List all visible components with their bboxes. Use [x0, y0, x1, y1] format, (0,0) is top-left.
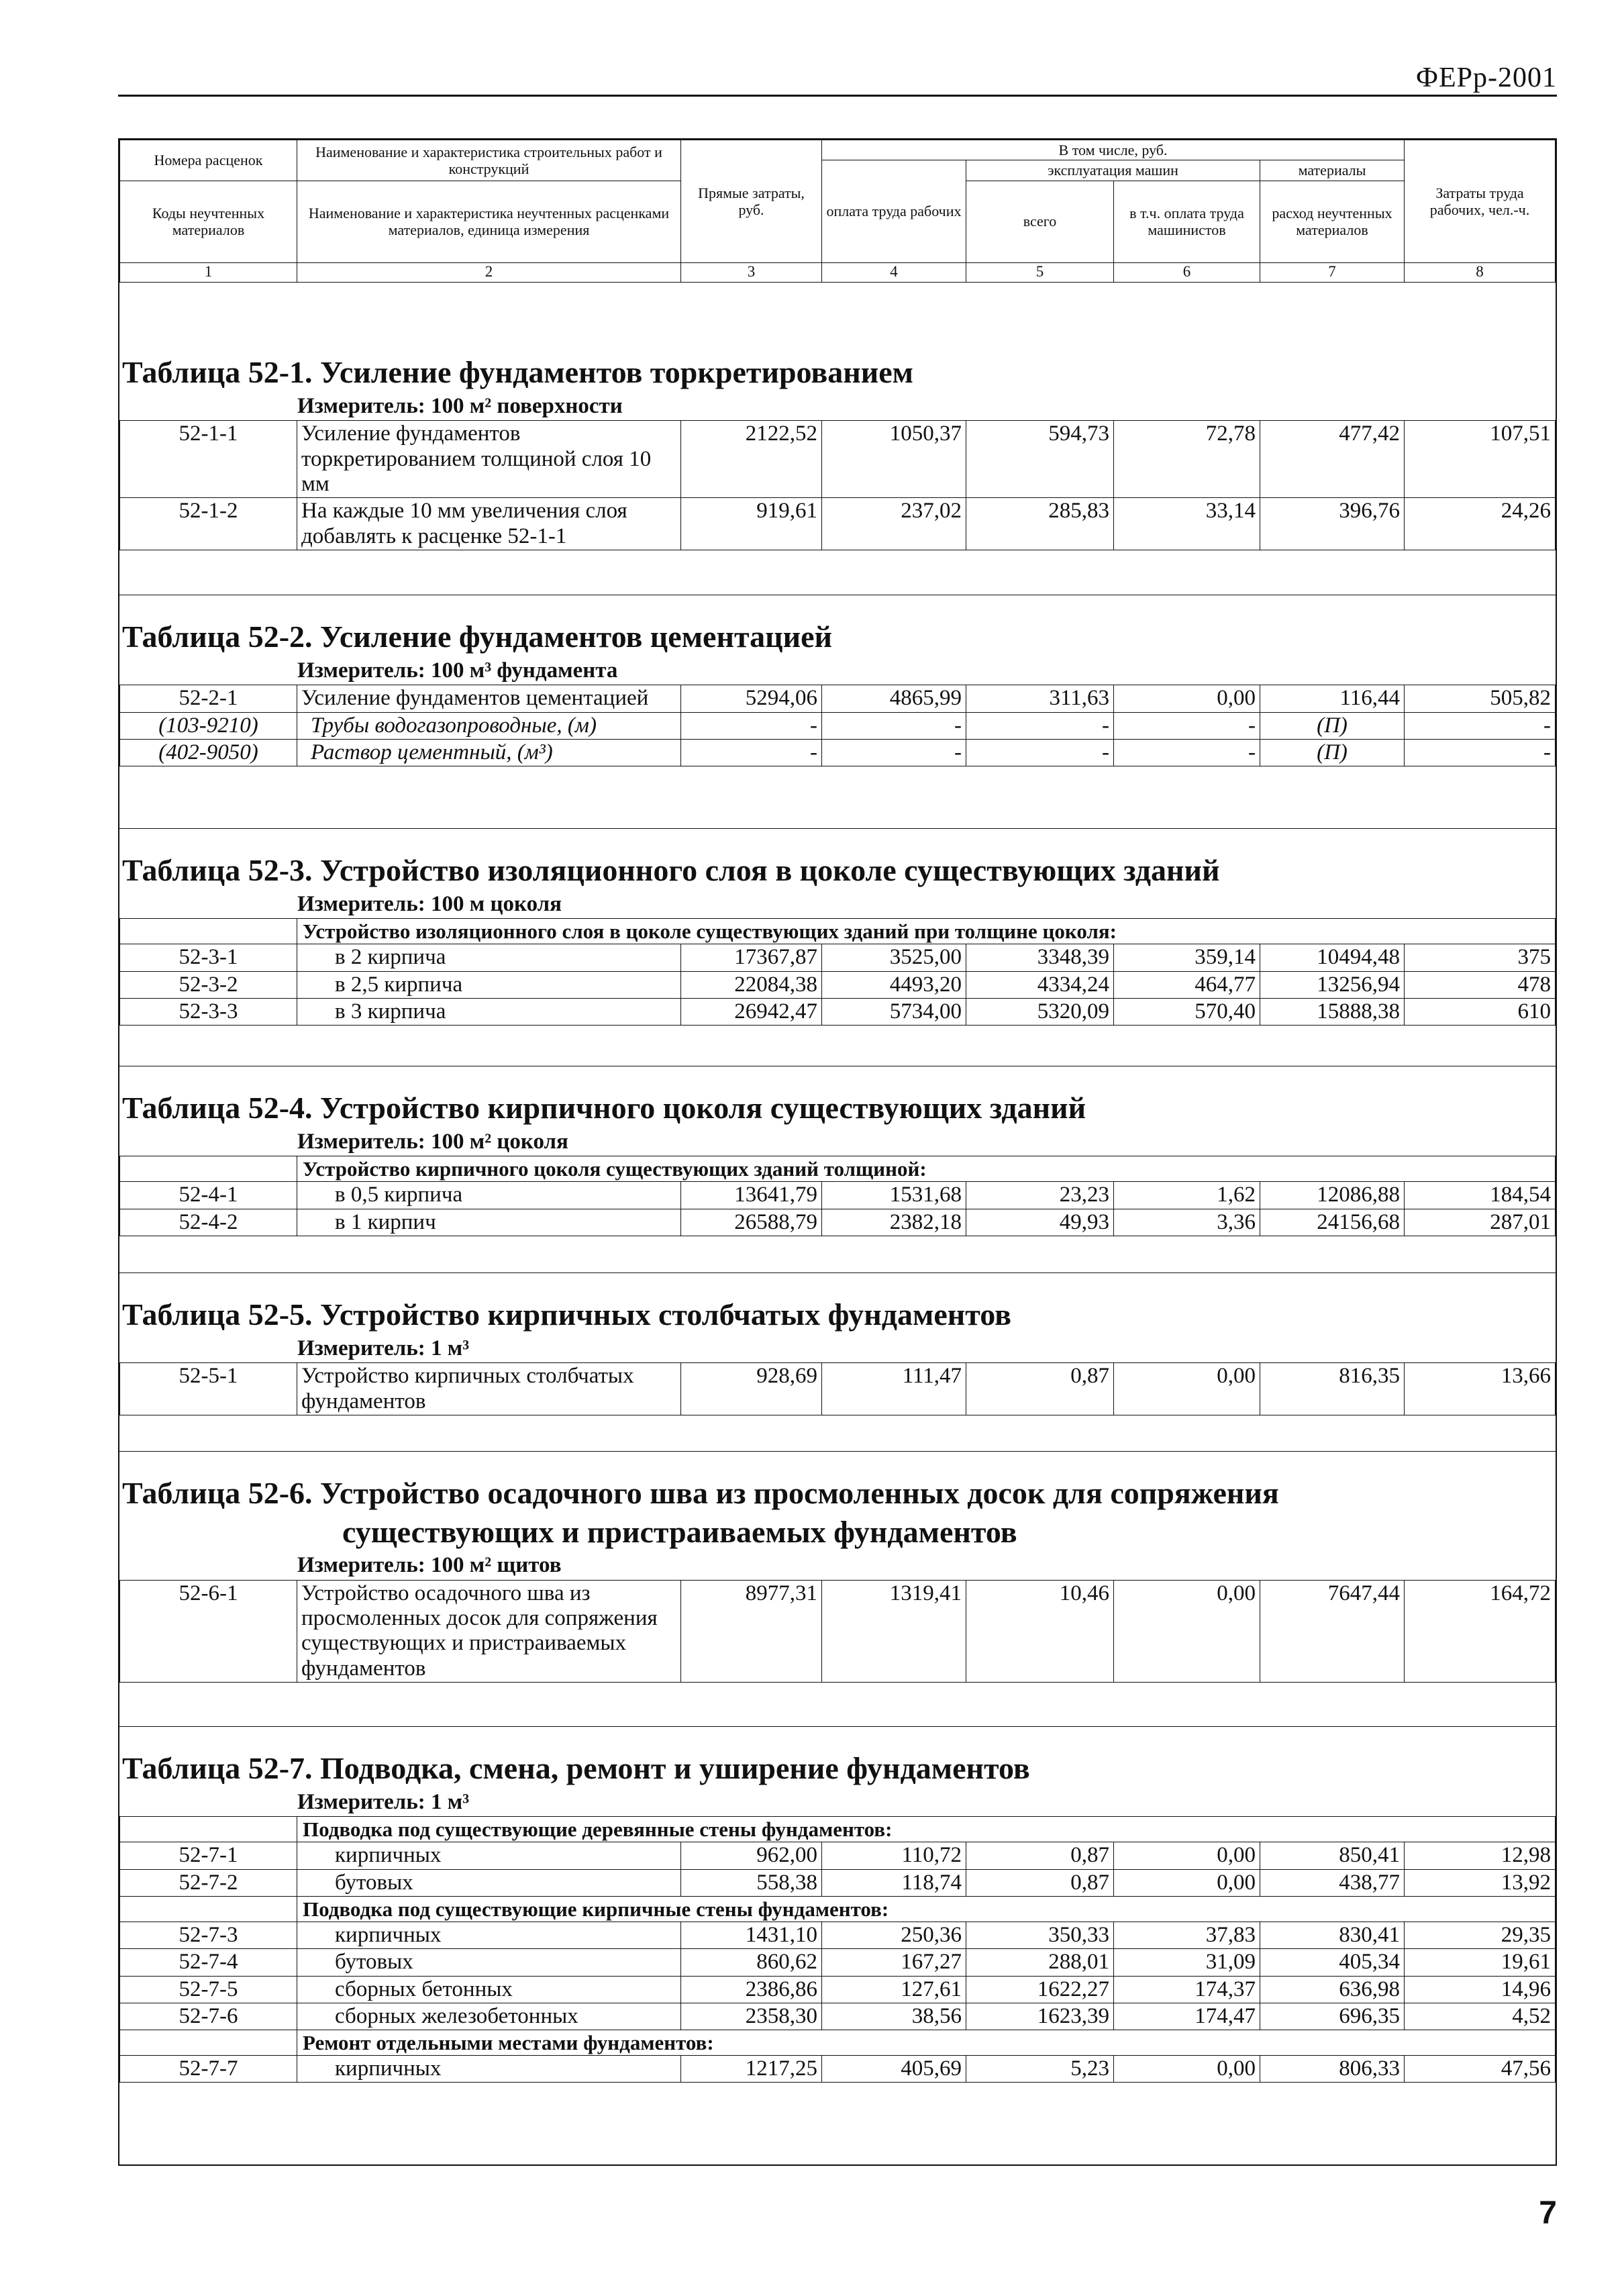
value-cell: 10,46	[966, 1580, 1114, 1682]
rate-code: 52-1-1	[120, 421, 297, 498]
work-name: кирпичных	[297, 1922, 681, 1948]
rate-code: 52-4-1	[120, 1182, 297, 1209]
value-cell: 396,76	[1260, 498, 1405, 550]
table-title	[119, 1474, 1556, 1551]
rates-table	[119, 1362, 1556, 1415]
value-cell: -	[822, 712, 966, 739]
table-row	[120, 1580, 1556, 1682]
header-machinist-pay: в т.ч. оплата труда машинистов	[1114, 181, 1260, 262]
column-number: 6	[1114, 262, 1260, 282]
value-cell: 919,61	[681, 498, 822, 550]
section-52-5	[119, 1295, 1556, 1415]
value-cell: 1431,10	[681, 1922, 822, 1948]
rate-code: 52-7-7	[120, 2056, 297, 2083]
value-cell: 2382,18	[822, 1209, 966, 1236]
value-cell: 860,62	[681, 1949, 822, 1976]
work-name: кирпичных	[297, 2056, 681, 2083]
value-cell: 477,42	[1260, 421, 1405, 498]
value-cell: 184,54	[1405, 1182, 1556, 1209]
measure-unit	[119, 1128, 1556, 1156]
table-row	[120, 1922, 1556, 1948]
value-cell: 5294,06	[681, 685, 822, 712]
section-52-6	[119, 1474, 1556, 1683]
work-name: сборных железобетонных	[297, 2003, 681, 2030]
value-cell: 288,01	[966, 1949, 1114, 1976]
subgroup-blank	[120, 1156, 297, 1182]
value-cell: 4493,20	[822, 971, 966, 998]
work-name: бутовых	[297, 1869, 681, 1896]
rates-table	[119, 420, 1556, 550]
value-cell: 13256,94	[1260, 971, 1405, 998]
section-52-1	[119, 353, 1556, 550]
measure-text: Измеритель: 100 м² цоколя	[297, 1129, 568, 1154]
table-row	[120, 2056, 1556, 2083]
value-cell: 4865,99	[822, 685, 966, 712]
subgroup-row	[120, 1156, 1556, 1182]
measure-text: Измеритель: 100 м цоколя	[297, 891, 562, 916]
measure-text: Измеритель: 100 м³ фундамента	[297, 658, 618, 683]
header-material-name: Наименование и характеристика неучтенных расценками материалов, единица измерения	[297, 181, 681, 262]
value-cell: 287,01	[1405, 1209, 1556, 1236]
header-materials-use: расход неучтенных материалов	[1260, 181, 1405, 262]
section-52-3	[119, 851, 1556, 1026]
value-cell: 250,36	[822, 1922, 966, 1948]
value-cell: 13641,79	[681, 1182, 822, 1209]
table-title: Таблица 52-1. Усиление фундаментов торкретированием	[122, 355, 913, 389]
value-cell: 0,87	[966, 1363, 1114, 1415]
value-cell: -	[1114, 739, 1260, 766]
rate-code: 52-7-6	[120, 2003, 297, 2030]
value-cell: 558,38	[681, 1869, 822, 1896]
rate-code: 52-2-1	[120, 685, 297, 712]
subgroup-title: Подводка под существующие деревянные стены фундаментов:	[297, 1817, 1556, 1842]
subgroup-row	[120, 1817, 1556, 1842]
value-cell: 167,27	[822, 1949, 966, 1976]
value-cell: 0,00	[1114, 685, 1260, 712]
value-cell: 5734,00	[822, 998, 966, 1025]
header-materials: материалы	[1260, 160, 1405, 181]
value-cell: 636,98	[1260, 1976, 1405, 2003]
section-52-7	[119, 1749, 1556, 2083]
value-cell: 1622,27	[966, 1976, 1114, 2003]
table-row	[120, 1209, 1556, 1236]
value-cell: 23,23	[966, 1182, 1114, 1209]
value-cell: 0,87	[966, 1842, 1114, 1869]
work-name: Усиление фундаментов торкретированием толщиной слоя 10 мм	[297, 421, 681, 498]
rates-table	[119, 1816, 1556, 2083]
value-cell: 37,83	[1114, 1922, 1260, 1948]
measure-text: Измеритель: 100 м² щитов	[297, 1553, 562, 1577]
column-number: 4	[822, 262, 966, 282]
header-including: В том числе, руб.	[822, 140, 1405, 160]
value-cell: 7647,44	[1260, 1580, 1405, 1682]
table-row	[120, 944, 1556, 971]
work-name: сборных бетонных	[297, 1976, 681, 2003]
rate-code: (402-9050)	[120, 739, 297, 766]
value-cell: 0,00	[1114, 1842, 1260, 1869]
value-cell: 850,41	[1260, 1842, 1405, 1869]
value-cell: 22084,38	[681, 971, 822, 998]
subgroup-row	[120, 1896, 1556, 1922]
value-cell: 13,66	[1405, 1363, 1556, 1415]
value-cell: 350,33	[966, 1922, 1114, 1948]
subgroup-title: Ремонт отдельными местами фундаментов:	[297, 2030, 1556, 2056]
value-cell: 12,98	[1405, 1842, 1556, 1869]
subgroup-title: Устройство изоляционного слоя в цоколе существующих зданий при толщине цоколя:	[297, 919, 1556, 944]
work-name: Усиление фундаментов цементацией	[297, 685, 681, 712]
table-title: Таблица 52-7. Подводка, смена, ремонт и уширение фундаментов	[122, 1751, 1030, 1785]
table-row	[120, 1363, 1556, 1415]
table-row	[120, 685, 1556, 712]
value-cell: 15888,38	[1260, 998, 1405, 1025]
rates-table	[119, 1156, 1556, 1236]
value-cell: (П)	[1260, 739, 1405, 766]
value-cell: -	[822, 739, 966, 766]
value-cell: 5,23	[966, 2056, 1114, 2083]
measure-text: Измеритель: 1 м³	[297, 1336, 470, 1360]
table-row	[120, 1976, 1556, 2003]
value-cell: 164,72	[1405, 1580, 1556, 1682]
table-row	[120, 2003, 1556, 2030]
rates-table	[119, 918, 1556, 1026]
value-cell: 2358,30	[681, 2003, 822, 2030]
value-cell: 594,73	[966, 421, 1114, 498]
measure-unit	[119, 392, 1556, 421]
subgroup-blank	[120, 919, 297, 944]
value-cell: 3,36	[1114, 1209, 1260, 1236]
subgroup-row	[120, 2030, 1556, 2056]
value-cell: 696,35	[1260, 2003, 1405, 2030]
value-cell: 29,35	[1405, 1922, 1556, 1948]
running-head: ФЕРр-2001	[1415, 62, 1557, 93]
table-row	[120, 1869, 1556, 1896]
value-cell: 31,09	[1114, 1949, 1260, 1976]
value-cell: 127,61	[822, 1976, 966, 2003]
subgroup-blank	[120, 2030, 297, 2056]
work-name: Устройство осадочного шва из просмоленных досок для сопряжения существующих и пристраиваемых фундаментов	[297, 1580, 681, 1682]
value-cell: -	[1114, 712, 1260, 739]
value-cell: 311,63	[966, 685, 1114, 712]
value-cell: 478	[1405, 971, 1556, 998]
value-cell: 17367,87	[681, 944, 822, 971]
value-cell: 4334,24	[966, 971, 1114, 998]
work-name: в 0,5 кирпича	[297, 1182, 681, 1209]
work-name: в 3 кирпича	[297, 998, 681, 1025]
rate-code: 52-7-5	[120, 1976, 297, 2003]
column-number: 3	[681, 262, 822, 282]
work-name: Раствор цементный, (м³)	[297, 739, 681, 766]
value-cell: 0,00	[1114, 1580, 1260, 1682]
value-cell: 12086,88	[1260, 1182, 1405, 1209]
table-title: Таблица 52-5. Устройство кирпичных столбчатых фундаментов	[122, 1297, 1011, 1332]
measure-text: Измеритель: 1 м³	[297, 1789, 470, 1814]
measure-unit	[119, 656, 1556, 685]
value-cell: 26942,47	[681, 998, 822, 1025]
value-cell: 72,78	[1114, 421, 1260, 498]
work-name: На каждые 10 мм увеличения слоя добавлять к расценке 52-1-1	[297, 498, 681, 550]
work-name: бутовых	[297, 1949, 681, 1976]
value-cell: 285,83	[966, 498, 1114, 550]
value-cell: 3348,39	[966, 944, 1114, 971]
rate-code: 52-3-1	[120, 944, 297, 971]
value-cell: 107,51	[1405, 421, 1556, 498]
value-cell: 47,56	[1405, 2056, 1556, 2083]
measure-unit	[119, 1334, 1556, 1363]
value-cell: 405,69	[822, 2056, 966, 2083]
section-divider	[119, 1451, 1556, 1452]
value-cell: 0,87	[966, 1869, 1114, 1896]
table-title: Таблица 52-4. Устройство кирпичного цоколя существующих зданий	[122, 1091, 1086, 1125]
subgroup-blank	[120, 1896, 297, 1922]
header-machines: эксплуатация машин	[966, 160, 1260, 181]
column-number: 2	[297, 262, 681, 282]
table-row	[120, 971, 1556, 998]
value-cell: 13,92	[1405, 1869, 1556, 1896]
table-row	[120, 739, 1556, 766]
value-cell: 1623,39	[966, 2003, 1114, 2030]
value-cell: 38,56	[822, 2003, 966, 2030]
value-cell: 33,14	[1114, 498, 1260, 550]
rate-code: 52-1-2	[120, 498, 297, 550]
price-table-frame	[118, 138, 1557, 2166]
value-cell: 49,93	[966, 1209, 1114, 1236]
section-52-4	[119, 1089, 1556, 1236]
value-cell: 1,62	[1114, 1182, 1260, 1209]
table-row	[120, 1842, 1556, 1869]
value-cell: 1531,68	[822, 1182, 966, 1209]
value-cell: 118,74	[822, 1869, 966, 1896]
header-labor-pay: оплата труда рабочих	[822, 160, 966, 262]
value-cell: 3525,00	[822, 944, 966, 971]
value-cell: 962,00	[681, 1842, 822, 1869]
value-cell: 19,61	[1405, 1949, 1556, 1976]
table-title: Таблица 52-2. Усиление фундаментов цементацией	[122, 619, 833, 654]
value-cell: 1217,25	[681, 2056, 822, 2083]
rate-code: (103-9210)	[120, 712, 297, 739]
page-number: 7	[1539, 2195, 1557, 2231]
value-cell: 237,02	[822, 498, 966, 550]
rate-code: 52-3-3	[120, 998, 297, 1025]
value-cell: (П)	[1260, 712, 1405, 739]
value-cell: 174,37	[1114, 1976, 1260, 2003]
value-cell: -	[1405, 739, 1556, 766]
value-cell: 0,00	[1114, 1869, 1260, 1896]
subgroup-title: Устройство кирпичного цоколя существующих зданий толщиной:	[297, 1156, 1556, 1182]
value-cell: 8977,31	[681, 1580, 822, 1682]
rate-code: 52-5-1	[120, 1363, 297, 1415]
value-cell: -	[966, 739, 1114, 766]
column-header-table	[119, 140, 1556, 283]
measure-unit	[119, 890, 1556, 919]
value-cell: -	[681, 712, 822, 739]
table-row	[120, 712, 1556, 739]
value-cell: 174,47	[1114, 2003, 1260, 2030]
value-cell: 14,96	[1405, 1976, 1556, 2003]
header-direct-costs: Прямые затраты, руб.	[681, 140, 822, 263]
value-cell: 570,40	[1114, 998, 1260, 1025]
column-number: 7	[1260, 262, 1405, 282]
value-cell: 806,33	[1260, 2056, 1405, 2083]
section-divider	[119, 828, 1556, 829]
value-cell: 116,44	[1260, 685, 1405, 712]
value-cell: 24156,68	[1260, 1209, 1405, 1236]
header-material-codes: Коды неучтенных материалов	[120, 181, 297, 262]
work-name: кирпичных	[297, 1842, 681, 1869]
value-cell: 405,34	[1260, 1949, 1405, 1976]
value-cell: 830,41	[1260, 1922, 1405, 1948]
value-cell: 1050,37	[822, 421, 966, 498]
rate-code: 52-6-1	[120, 1580, 297, 1682]
value-cell: 928,69	[681, 1363, 822, 1415]
table-row	[120, 421, 1556, 498]
measure-text: Измеритель: 100 м² поверхности	[297, 393, 623, 418]
subgroup-title: Подводка под существующие кирпичные стены фундаментов:	[297, 1896, 1556, 1922]
value-cell: -	[966, 712, 1114, 739]
value-cell: 2122,52	[681, 421, 822, 498]
section-divider	[119, 1726, 1556, 1727]
work-name: Устройство кирпичных столбчатых фундаментов	[297, 1363, 681, 1415]
value-cell: 505,82	[1405, 685, 1556, 712]
column-number: 8	[1405, 262, 1556, 282]
work-name: в 2 кирпича	[297, 944, 681, 971]
value-cell: 10494,48	[1260, 944, 1405, 971]
value-cell: 111,47	[822, 1363, 966, 1415]
rate-code: 52-7-3	[120, 1922, 297, 1948]
measure-unit	[119, 1551, 1556, 1580]
rate-code: 52-7-4	[120, 1949, 297, 1976]
value-cell: 5320,09	[966, 998, 1114, 1025]
table-title: Таблица 52-3. Устройство изоляционного слоя в цоколе существующих зданий	[122, 853, 1220, 887]
header-work-name: Наименование и характеристика строительных работ и конструкций	[297, 140, 681, 181]
rate-code: 52-4-2	[120, 1209, 297, 1236]
table-row	[120, 998, 1556, 1025]
header-machines-total: всего	[966, 181, 1114, 262]
rate-code: 52-7-2	[120, 1869, 297, 1896]
column-number: 1	[120, 262, 297, 282]
table-title-line: Таблица 52-6. Устройство осадочного шва из просмоленных досок для сопряжения	[122, 1476, 1279, 1510]
header-rate-numbers: Номера расценок	[120, 140, 297, 181]
table-title-line: существующих и пристраиваемых фундаментов	[342, 1514, 1017, 1549]
header-rule	[118, 95, 1557, 97]
table-row	[120, 498, 1556, 550]
work-name: Трубы водогазопроводные, (м)	[297, 712, 681, 739]
column-number: 5	[966, 262, 1114, 282]
value-cell: 4,52	[1405, 2003, 1556, 2030]
work-name: в 1 кирпич	[297, 1209, 681, 1236]
value-cell: 0,00	[1114, 2056, 1260, 2083]
rate-code: 52-3-2	[120, 971, 297, 998]
rates-table	[119, 1580, 1556, 1683]
value-cell: 610	[1405, 998, 1556, 1025]
value-cell: 375	[1405, 944, 1556, 971]
subgroup-row	[120, 919, 1556, 944]
header-labor-cost: Затраты труда рабочих, чел.-ч.	[1405, 140, 1556, 263]
value-cell: 1319,41	[822, 1580, 966, 1682]
subgroup-blank	[120, 1817, 297, 1842]
value-cell: -	[1405, 712, 1556, 739]
work-name: в 2,5 кирпича	[297, 971, 681, 998]
rate-code: 52-7-1	[120, 1842, 297, 1869]
value-cell: 24,26	[1405, 498, 1556, 550]
value-cell: 464,77	[1114, 971, 1260, 998]
value-cell: 816,35	[1260, 1363, 1405, 1415]
table-row	[120, 1949, 1556, 1976]
value-cell: 26588,79	[681, 1209, 822, 1236]
value-cell: 359,14	[1114, 944, 1260, 971]
rates-table	[119, 685, 1556, 766]
value-cell: 0,00	[1114, 1363, 1260, 1415]
section-52-2	[119, 617, 1556, 766]
value-cell: 110,72	[822, 1842, 966, 1869]
value-cell: -	[681, 739, 822, 766]
value-cell: 438,77	[1260, 1869, 1405, 1896]
value-cell: 2386,86	[681, 1976, 822, 2003]
table-row	[120, 1182, 1556, 1209]
measure-unit	[119, 1788, 1556, 1817]
